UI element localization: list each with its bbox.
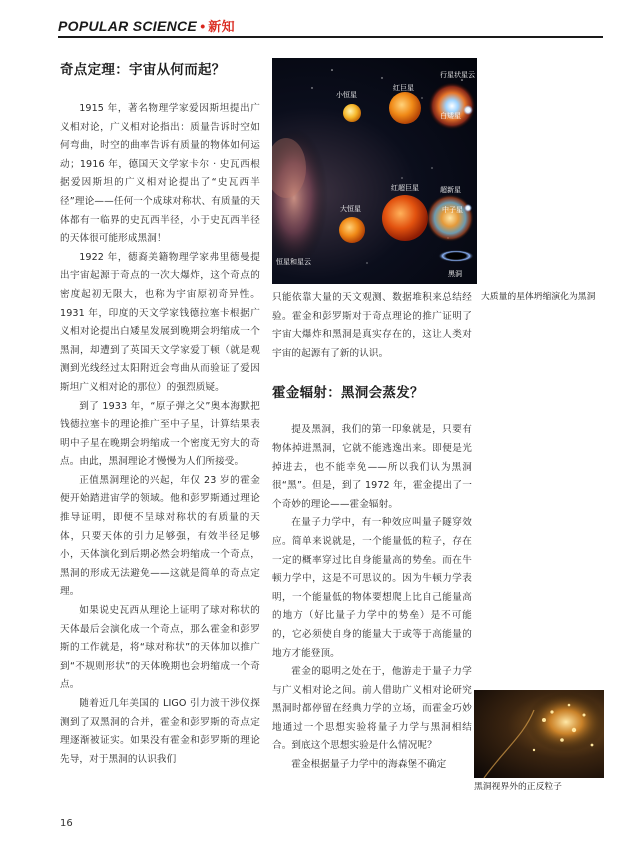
paragraph: 1922 年，德裔美籍物理学家弗里德曼提出宇宙起源于奇点的一次大爆炸，这个奇点的密度起初无限大，也称为宇宙原初奇异性。1931 年，印度的天文学家钱德拉塞卡根据广义相对论提出白矮星发展到晚期会坍缩成一个黑洞，却遭到了英国天文学家爱丁顿（就是观测到光线经过太阳附近会弯曲从而验证了爱因斯坦广义相对论的那位）的强烈质疑。 <box>60 251 260 393</box>
massive-star-icon <box>339 217 365 243</box>
brand-separator-dot: • <box>200 18 206 34</box>
magazine-brand <box>58 16 235 35</box>
label-white-dwarf: 白矮星 <box>440 112 461 120</box>
label-supernova: 超新星 <box>440 186 461 194</box>
header-rule <box>58 36 603 38</box>
label-massive-star: 大恒星 <box>340 205 361 213</box>
page-number: 16 <box>60 818 73 829</box>
label-planetary-nebula: 行星状星云 <box>440 71 475 79</box>
paragraph: 霍金的聪明之处在于，他游走于量子力学与广义相对论之间。前人借助广义相对论研究黑洞时都停留在经典力学的立场，而霍金巧妙地通过一个思想实验将量子力学与黑洞相结合。到底这个思想实验是什么情况呢？ <box>272 666 472 752</box>
paragraph: 正值黑洞理论的兴起，年仅 23 岁的霍金便开始踏进宙学的领域。他和彭罗斯通过理论推导证明，即便不呈球对称状的有质量的天体，只要天体的引力足够强，有效半径足够小，天体演化到后期必然会坍缩成一个奇点，黑洞的形成无法避免——这就是简单的奇点定理。 <box>60 474 260 598</box>
paragraph: 到了 1933 年，“原子弹之父”奥本海默把钱德拉塞卡的理论推广至中子星，计算结果表明中子星在晚期会坍缩成一个密度无穷大的奇点。由此，黑洞理论才慢慢为人们所接受。 <box>60 400 260 468</box>
paragraph: 提及黑洞，我们的第一印象就是，只要有物体掉进黑洞，它就不能逃逸出来。即便是光掉进去，也不能幸免——所以我们认为黑洞很“黑”。但是，到了 1972 年，霍金提出了一个奇妙的理论——霍金辐射。 <box>272 424 472 510</box>
label-neutron-star: 中子星 <box>442 206 463 214</box>
brand-name: POPULAR SCIENCE <box>58 18 198 34</box>
paragraph: 如果说史瓦西从理论上证明了球对称状的天体最后会演化成一个奇点，那么霍金和彭罗斯的工作就是，将“球对称状”的天体加以推广到“不规则形状”的天体晚期也会坍缩成一个奇点。 <box>60 605 260 691</box>
label-red-giant: 红巨星 <box>393 84 414 92</box>
stellar-evolution-figure <box>272 58 477 284</box>
label-small-star: 小恒星 <box>336 91 357 99</box>
section-title-hawking-radiation: 霍金辐射：黑洞会蒸发？ <box>272 385 424 402</box>
particle-pair-illustration <box>474 690 604 778</box>
paragraph: 随着近几年美国的 LIGO 引力波干涉仪探测到了双黑洞的合并，霍金和彭罗斯的奇点定理逐渐被证实。如果没有霍金和彭罗斯的理论先导，对于黑洞的认识我们 <box>60 698 260 765</box>
paragraph: 1915 年，著名物理学家爱因斯坦提出广义相对论，广义相对论指出：质量告诉时空如何弯曲，时空的曲率告诉有质量的物体如何运动；1916 年，德国天文学家卡尔 · 史瓦西根据爱因斯坦的广义相对论提出了“史瓦西半径”理论——任何一个成球对称状、有质量的天体都有一临界的史瓦西半径，小于史瓦西半径的天体很可能形成黑洞！ <box>60 103 260 245</box>
red-giant-icon <box>389 92 421 124</box>
label-stars-nebula: 恒星和星云 <box>276 258 311 266</box>
particle-pair-figure <box>474 690 604 778</box>
red-supergiant-icon <box>382 195 428 241</box>
supernova-icon <box>426 194 474 242</box>
neutron-star-icon <box>464 204 472 212</box>
stellar-evolution-illustration <box>272 58 477 284</box>
black-hole-icon <box>438 250 474 262</box>
paragraph: 霍金根据量子力学中的海森堡不确定 <box>291 759 447 771</box>
figure-caption: 大质量的星体坍缩演化为黑洞 <box>481 292 596 302</box>
paragraph-continuation: 只能依靠大量的天文观测、数据堆积来总结经验。霍金和彭罗斯对于奇点理论的推广证明了宇宙大爆炸和黑洞是真实存在的，这让人类对宇宙的起源有了新的认识。 <box>272 292 472 359</box>
label-black-hole: 黑洞 <box>448 270 462 278</box>
section-tag: 新知 <box>208 19 235 34</box>
page-header <box>58 14 603 38</box>
small-star-icon <box>343 104 361 122</box>
left-column <box>60 58 260 769</box>
paragraph: 在量子力学中，有一种效应叫量子隧穿效应。简单来说就是，一个能量低的粒子，存在一定的概率穿过比自身能量高的势垒。而在牛顿力学中，这是不可思议的。因为牛顿力学表明，一个能量低的物体要想爬上比自己能量高的地方（好比量子力学中的势垒）是不可能的，它必须使自身的能量大于或等于高能量的地方才能登顶。 <box>272 517 472 659</box>
figure-caption: 黑洞视界外的正反粒子 <box>474 782 562 792</box>
glow-halo <box>526 692 604 752</box>
section-title-singularity: 奇点定理：宇宙从何而起？ <box>60 62 226 78</box>
label-red-supergiant: 红超巨星 <box>391 184 419 192</box>
right-column <box>272 289 472 775</box>
white-dwarf-icon <box>463 105 473 115</box>
